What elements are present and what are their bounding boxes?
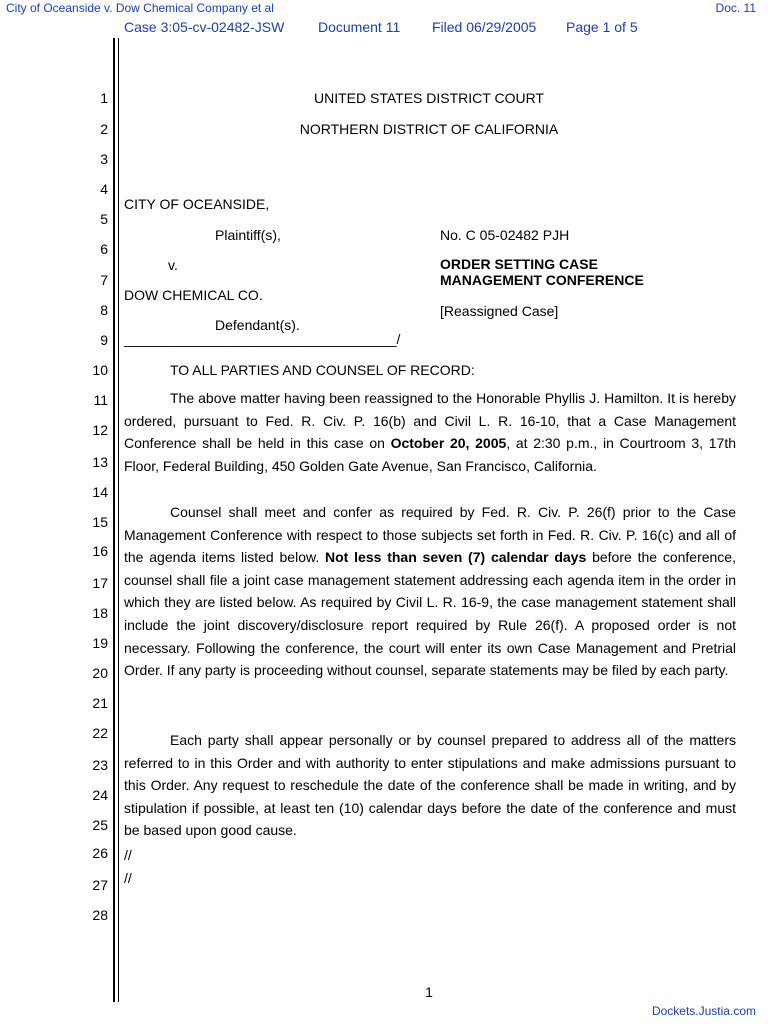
line-number: 2 [100,121,108,137]
case-number: No. C 05-02482 PJH [440,227,570,243]
line-number: 22 [92,725,108,741]
line-number: 20 [92,665,108,681]
line-number: 24 [92,787,108,803]
stamp-page-count: Page 1 of 5 [566,19,638,35]
line-number: 10 [92,362,108,378]
deadline-emphasis: Not less than seven (7) calendar days [325,549,587,566]
salutation: TO ALL PARTIES AND COUNSEL OF RECORD: [170,362,475,378]
court-name: UNITED STATES DISTRICT COURT [314,90,544,106]
line-number: 5 [100,211,108,227]
defendant-role: Defendant(s). [215,317,300,333]
source-link[interactable]: Dockets.Justia.com [651,1004,756,1018]
continuation-mark-1: // [124,847,132,863]
conference-date: October 20, 2005 [390,435,507,452]
line-number: 4 [100,181,108,197]
line-number: 19 [92,635,108,651]
line-number: 14 [92,484,108,500]
paragraph-3: Each party shall appear personally or by counsel prepared to address all of the matters referred to in this Order and with authority to enter stipulations and make admissions pursuant to this Order. Any request to reschedule the date of the conference shall be made in writing, and by stipulation if possible, at least ten (10) calendar days before the date of the conference and must be based upon good cause. [124,732,736,839]
stamp-case-number: Case 3:05-cv-02482-JSW [124,19,285,35]
line-number: 9 [100,332,108,348]
caption-rule-line: ___________________________________/ [124,331,401,347]
line-number: 23 [92,757,108,773]
court-district: NORTHERN DISTRICT OF CALIFORNIA [299,121,559,137]
line-number: 13 [92,454,108,470]
case-title-link[interactable]: City of Oceanside v. Dow Chemical Company et al [6,1,274,15]
stamp-document-number: Document 11 [318,19,401,35]
continuation-mark-2: // [124,870,132,886]
margin-rule-left [113,38,115,1002]
line-number: 8 [100,302,108,318]
paragraph-1: The above matter having been reassigned to the Honorable Phyllis J. Hamilton. It is hereby ordered, pursuant to Fed. R. Civ. P. 16(b) and Civil L. R. 16-10, that a Case Management Conference shall be held in this case on October 20, 2005, at 2:30 p.m., in Courtroom 3, 17th Floor, Federal Building, 450 Golden Gate Avenue, San Francisco, California. [124,390,736,474]
reassigned-note: [Reassigned Case] [440,303,559,319]
order-title-line-2: MANAGEMENT CONFERENCE [440,272,644,288]
line-number: 25 [92,817,108,833]
versus-label: v. [168,257,178,273]
order-title-line-1: ORDER SETTING CASE [440,256,598,272]
line-number: 17 [92,575,108,591]
defendant-name: DOW CHEMICAL CO. [124,287,263,303]
line-number: 7 [100,272,108,288]
line-number: 1 [100,90,108,106]
line-number: 12 [92,422,108,438]
paragraph-2: Counsel shall meet and confer as required by Fed. R. Civ. P. 26(f) prior to the Case Management Conference with respect to those subjects set forth in Fed. R. Civ. P. 16(c) and all of the agenda items listed below. Not less than seven (7) calendar days before the conference, counsel shall file a joint case management statement addressing each agenda item in the order in which they are listed below. As required by Civil L. R. 16-9, the case management statement shall include the joint discovery/disclosure report required by Rule 26(f). A proposed order is not necessary. Following the conference, the court will enter its own Case Management and Pretrial Order. If any party is proceeding without counsel, separate statements may be filed by each party. [124,504,736,679]
line-number: 28 [92,907,108,923]
line-number: 3 [100,151,108,167]
line-number: 6 [100,241,108,257]
line-number: 21 [92,695,108,711]
stamp-filed-date: Filed 06/29/2005 [432,19,537,35]
line-number: 16 [92,543,108,559]
plaintiff-role: Plaintiff(s), [215,227,281,243]
page-number: 1 [425,984,433,1000]
plaintiff-name: CITY OF OCEANSIDE, [124,196,270,212]
doc-number-link[interactable]: Doc. 11 [715,1,756,15]
line-number: 26 [92,845,108,861]
line-number: 15 [92,514,108,530]
line-number: 18 [92,605,108,621]
margin-rule-right [118,38,119,1002]
line-number: 27 [92,877,108,893]
line-number: 11 [93,392,108,408]
